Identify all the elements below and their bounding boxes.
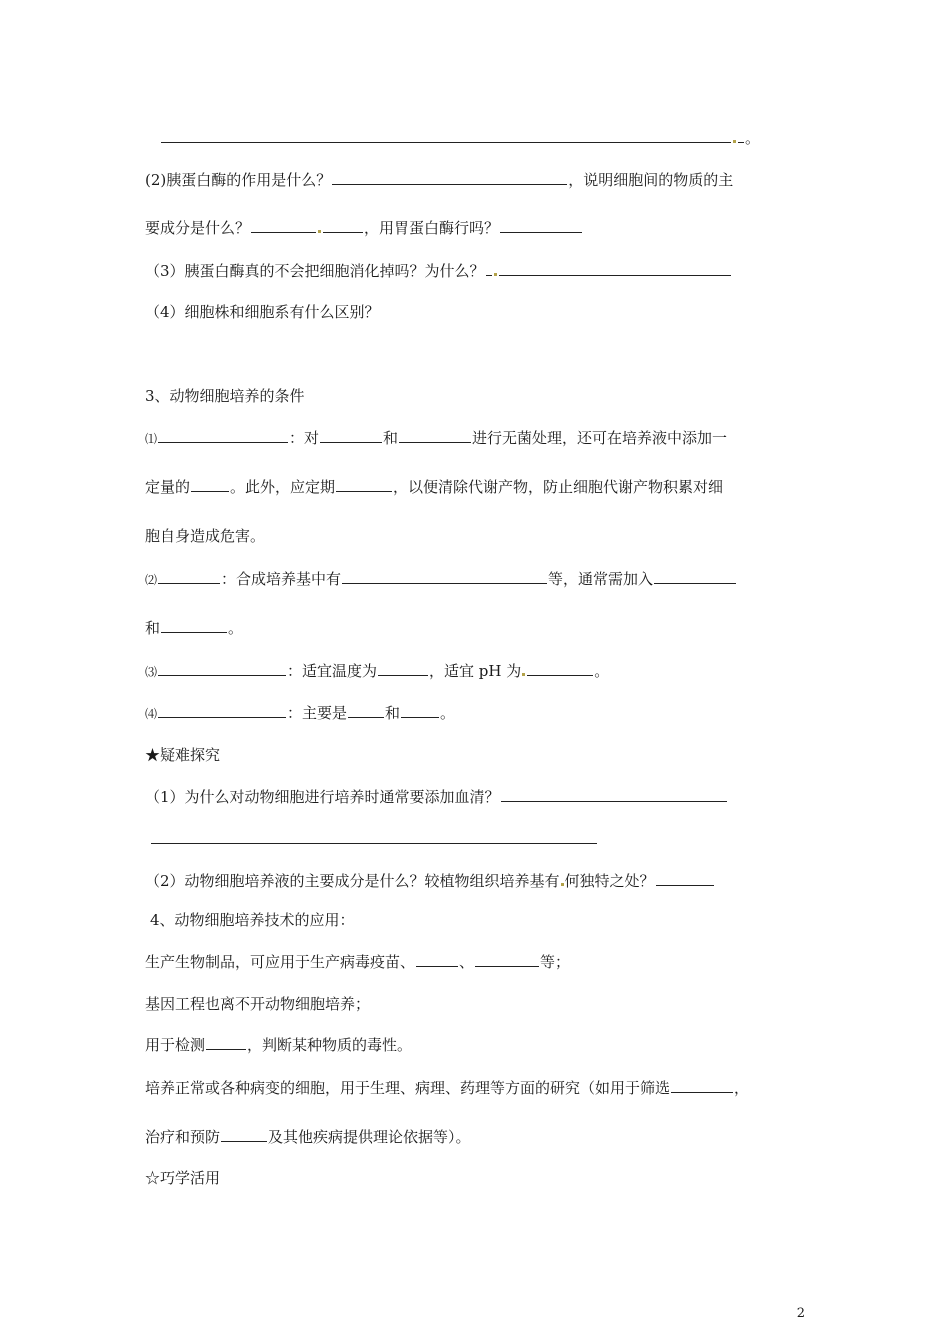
item-number: ⑶ bbox=[145, 665, 158, 679]
condition-3-line bbox=[145, 661, 609, 682]
answer-blank bbox=[320, 428, 382, 443]
application-text: 、 bbox=[459, 953, 475, 971]
answer-blank bbox=[499, 261, 731, 276]
answer-blank bbox=[378, 661, 428, 676]
page-number: 2 bbox=[796, 1306, 805, 1321]
question-2-text-cont: ，用胃蛋白酶行吗？ bbox=[364, 219, 500, 237]
mark-dot bbox=[318, 230, 321, 233]
application-text: 等； bbox=[540, 953, 571, 971]
condition-1-text: ，以便清除代谢产物，防止细胞代谢产物积累对细 bbox=[393, 478, 724, 496]
section-3-title: 3、动物细胞培养的条件 bbox=[145, 387, 305, 405]
application-line-5 bbox=[145, 1127, 471, 1147]
condition-2-text: 。 bbox=[228, 619, 244, 637]
answer-blank bbox=[336, 477, 392, 492]
application-text: ，判断某种物质的毒性。 bbox=[247, 1036, 413, 1054]
condition-1-text: 。此外，应定期 bbox=[230, 478, 336, 496]
condition-3-text: ：适宜温度为 bbox=[287, 662, 378, 680]
application-line-4 bbox=[145, 1078, 749, 1098]
item-number: ⑷ bbox=[145, 707, 158, 721]
answer-blank bbox=[401, 703, 439, 718]
application-text: 培养正常或各种病变的细胞，用于生理、病理、药理等方面的研究（如用于筛选 bbox=[145, 1079, 671, 1097]
answer-blank bbox=[475, 952, 539, 967]
answer-blank bbox=[323, 218, 363, 233]
answer-blank bbox=[191, 477, 229, 492]
answer-blank bbox=[342, 569, 547, 584]
application-line-3 bbox=[145, 1035, 412, 1055]
section-4-title: 4、动物细胞培养技术的应用： bbox=[150, 911, 355, 929]
question-2-text: (2)胰蛋白酶的作用是什么？ bbox=[145, 171, 332, 189]
explore-question-1-text: （1）为什么对动物细胞进行培养时通常要添加血清？ bbox=[145, 788, 500, 806]
question-2-text: 要成分是什么？ bbox=[145, 219, 251, 237]
condition-1-text: 进行无菌处理，还可在培养液中添加一 bbox=[472, 429, 728, 447]
application-text: 及其他疾病提供理论依据等）。 bbox=[268, 1128, 471, 1146]
condition-1-text: 胞自身造成危害。 bbox=[145, 527, 266, 545]
question-2-text-cont: ，说明细胞间的物质的主 bbox=[568, 171, 734, 189]
explore-question-2-text-cont: 何独特之处？ bbox=[564, 872, 655, 890]
application-text: 用于检测 bbox=[145, 1036, 206, 1054]
condition-4-text: 和 bbox=[385, 704, 401, 722]
condition-3-text: ，适宜 pH 为 bbox=[429, 662, 522, 680]
mark-dot bbox=[733, 140, 736, 143]
condition-3-text: 。 bbox=[594, 662, 610, 680]
application-text: 治疗和预防 bbox=[145, 1128, 221, 1146]
question-4-line bbox=[145, 302, 380, 322]
answer-blank bbox=[656, 871, 714, 886]
answer-blank bbox=[348, 703, 384, 718]
answer-blank bbox=[206, 1035, 246, 1050]
condition-4-text: 。 bbox=[440, 704, 456, 722]
answer-blank bbox=[161, 618, 227, 633]
application-line-2: 基因工程也离不开动物细胞培养； bbox=[145, 995, 371, 1013]
condition-2-text: 和 bbox=[145, 619, 161, 637]
answer-blank bbox=[416, 952, 458, 967]
explore-question-2-text: （2）动物细胞培养液的主要成分是什么？较植物组织培养基有 bbox=[145, 872, 560, 890]
mark-dot bbox=[522, 673, 525, 676]
question-3-line bbox=[145, 261, 732, 281]
mark-dot bbox=[561, 883, 564, 886]
condition-2-line-2 bbox=[145, 618, 243, 638]
application-text: 生产生物制品，可应用于生产病毒疫苗、 bbox=[145, 953, 416, 971]
item-number: ⑴ bbox=[145, 432, 158, 446]
answer-blank bbox=[738, 128, 744, 143]
question-4-text: （4）细胞株和细胞系有什么区别？ bbox=[145, 303, 380, 321]
answer-line-continuation bbox=[160, 128, 760, 148]
condition-1-text: ：对 bbox=[289, 429, 320, 447]
answer-blank bbox=[486, 261, 492, 276]
answer-blank bbox=[158, 661, 286, 676]
condition-4-text: ：主要是 bbox=[287, 704, 348, 722]
condition-1-text: 定量的 bbox=[145, 478, 191, 496]
practice-title: ☆巧学活用 bbox=[145, 1169, 221, 1187]
condition-2-text: 等，通常需加入 bbox=[548, 570, 654, 588]
item-number: ⑵ bbox=[145, 573, 158, 587]
condition-1-line bbox=[145, 428, 727, 449]
explore-title: ★疑难探究 bbox=[145, 746, 221, 764]
answer-blank bbox=[500, 218, 582, 233]
answer-blank bbox=[158, 703, 286, 718]
answer-blank bbox=[501, 787, 727, 802]
period: 。 bbox=[745, 129, 761, 147]
condition-2-line bbox=[145, 569, 737, 590]
condition-2-text: ：合成培养基中有 bbox=[221, 570, 342, 588]
application-text: ， bbox=[734, 1079, 750, 1097]
answer-blank bbox=[251, 218, 316, 233]
explore-question-1 bbox=[145, 787, 728, 807]
answer-blank bbox=[654, 569, 736, 584]
question-3-text: （3）胰蛋白酶真的不会把细胞消化掉吗？为什么？ bbox=[145, 262, 485, 280]
answer-blank bbox=[399, 428, 471, 443]
mark-dot bbox=[494, 273, 497, 276]
condition-1-line-3 bbox=[145, 526, 265, 546]
answer-blank bbox=[151, 829, 597, 844]
answer-blank bbox=[161, 128, 731, 143]
answer-blank bbox=[332, 170, 567, 185]
question-2-line-2 bbox=[145, 218, 583, 238]
answer-blank bbox=[158, 428, 288, 443]
answer-blank bbox=[158, 569, 220, 584]
explore-answer-line bbox=[150, 829, 598, 849]
answer-blank bbox=[527, 661, 593, 676]
condition-1-line-2 bbox=[145, 477, 723, 497]
answer-blank bbox=[671, 1078, 733, 1093]
answer-blank bbox=[221, 1127, 267, 1142]
question-2-line bbox=[145, 170, 733, 190]
condition-1-text: 和 bbox=[383, 429, 399, 447]
explore-question-2 bbox=[145, 871, 715, 891]
condition-4-line bbox=[145, 703, 455, 724]
application-line-1 bbox=[145, 952, 570, 972]
